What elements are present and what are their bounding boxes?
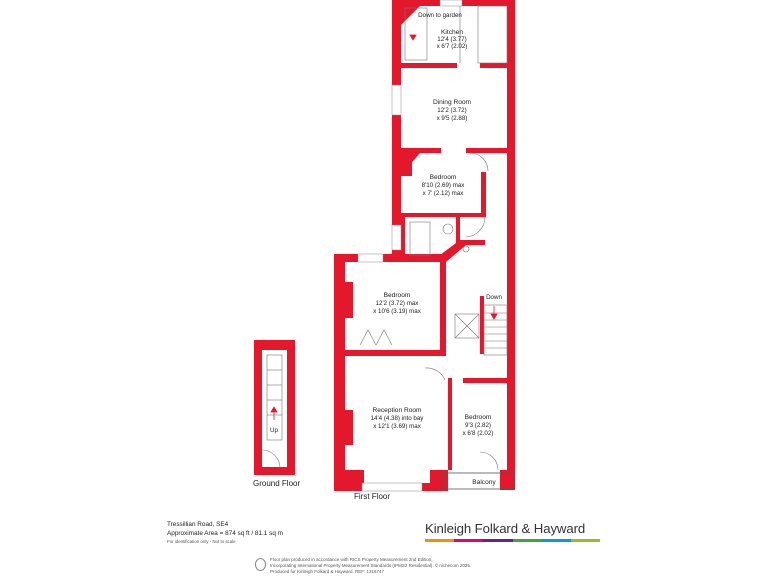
brand-color-segment <box>513 539 542 542</box>
brand-color-segment <box>542 539 571 542</box>
area-text: Approximate Area = 874 sq ft / 81.1 sq m <box>167 529 283 537</box>
dining-dim2: x 9'5 (2.88) <box>436 115 468 122</box>
bedroom-mid-name: Bedroom <box>429 174 457 181</box>
first-floor-label: First Floor <box>354 492 390 501</box>
kitchen-dim2: x 6'7 (2.02) <box>436 43 468 50</box>
kitchen-note: Down to garden <box>418 12 462 19</box>
stairs-up-label: Up <box>270 427 278 434</box>
brand-color-segment <box>571 539 600 542</box>
disclaimer-text: For identification only - Not to scale <box>167 539 236 545</box>
bedroom-small-dim1: 9'3 (2.82) <box>465 422 491 429</box>
property-info <box>167 521 283 545</box>
bedroom-small-name: Bedroom <box>464 414 492 421</box>
dining-dim1: 12'2 (3.72) <box>437 107 467 114</box>
balcony-name: Balcony <box>472 479 496 486</box>
bedroom-left-name: Bedroom <box>383 292 411 299</box>
brand-color-segment <box>425 539 454 542</box>
bedroom-mid-dim1: 8'10 (2.69) max <box>421 182 465 189</box>
credit-line-1: Floor plan produced in accordance with RICS Property Measurement 2nd Edition, <box>270 557 433 562</box>
credit-line-3: Produced for Kinleigh Folkard & Hayward. REF: 1316747 <box>270 569 385 574</box>
kitchen-dim1: 12'4 (3.77) <box>437 36 467 43</box>
rics-logo-icon <box>255 558 266 571</box>
brand-name: Kinleigh Folkard & Hayward <box>425 521 586 536</box>
ground-floor-label: Ground Floor <box>253 479 301 488</box>
interior-details <box>360 6 507 470</box>
kitchen-name: Kitchen <box>441 29 463 36</box>
brand-logo <box>425 521 603 542</box>
brand-color-segment <box>454 539 483 542</box>
brand-color-bar <box>425 539 600 542</box>
reception-name: Reception Room <box>372 407 422 414</box>
address-text: Tressillian Road, SE4 <box>167 521 229 528</box>
bedroom-mid-dim2: x 7' (2.12) max <box>422 190 464 197</box>
reception-dim2: x 12'1 (3.69) max <box>373 423 421 430</box>
bedroom-left-dim1: 12'2 (3.72) max <box>375 300 419 307</box>
bedroom-small-dim2: x 6'8 (2.02) <box>462 430 494 437</box>
stair-arrows <box>271 35 497 420</box>
reception-dim1: 14'4 (4.38) into bay <box>370 415 424 422</box>
stairs-down-label: Down <box>486 294 502 301</box>
credit-text <box>270 557 540 575</box>
credit-line-2: Incorporating International Property Measurement Standards (IPMS2 Residential). © nichecom 2025. <box>270 563 472 568</box>
dining-name: Dining Room <box>432 99 472 106</box>
bedroom-left-dim2: x 10'6 (3.19) max <box>373 308 421 315</box>
brand-color-segment <box>483 539 512 542</box>
